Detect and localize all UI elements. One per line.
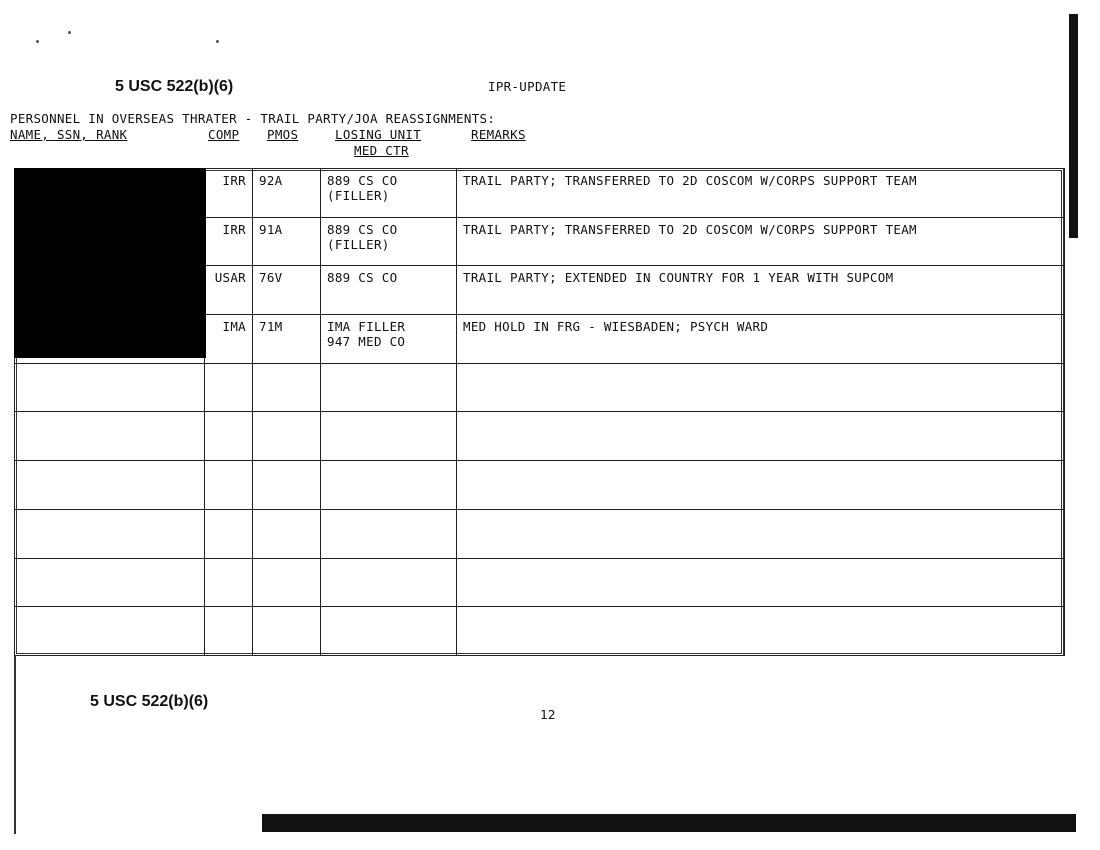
scan-speck: [36, 40, 39, 43]
losing-unit-cell: 889 CS CO (FILLER): [321, 217, 457, 266]
section-title: PERSONNEL IN OVERSEAS THRATER - TRAIL PARTY/JOA REASSIGNMENTS:: [10, 111, 496, 126]
comp-cell: IRR: [205, 217, 253, 266]
pmos-cell: 71M: [253, 315, 321, 364]
losing-unit-cell: 889 CS CO: [321, 266, 457, 315]
col-header-remarks: REMARKS: [471, 127, 526, 142]
table-row-empty: [15, 509, 1065, 558]
scan-bottom-bar: [262, 814, 1076, 832]
table-row-empty: [15, 412, 1065, 461]
comp-cell: USAR: [205, 266, 253, 315]
scan-speck: [216, 40, 219, 43]
col-header-pmos: PMOS: [267, 127, 299, 142]
table-row-empty: [15, 558, 1065, 607]
exemption-stamp-bottom: 5 USC 522(b)(6): [90, 693, 209, 710]
table-row-empty: [15, 363, 1065, 412]
comp-cell: IMA: [205, 315, 253, 364]
comp-cell: IRR: [205, 169, 253, 218]
remarks-cell: MED HOLD IN FRG - WIESBADEN; PSYCH WARD: [457, 315, 1065, 364]
losing-unit-cell: 889 CS CO (FILLER): [321, 169, 457, 218]
pmos-cell: 76V: [253, 266, 321, 315]
pmos-cell: 92A: [253, 169, 321, 218]
scan-edge-line: [14, 656, 16, 834]
scan-speck: [68, 31, 71, 34]
losing-unit-cell: IMA FILLER 947 MED CO: [321, 315, 457, 364]
pmos-cell: 91A: [253, 217, 321, 266]
remarks-cell: TRAIL PARTY; EXTENDED IN COUNTRY FOR 1 YEAR WITH SUPCOM: [457, 266, 1065, 315]
col-header-med-ctr: MED CTR: [354, 143, 409, 158]
table-row-empty: [15, 461, 1065, 510]
redaction-block: [14, 168, 206, 358]
remarks-cell: TRAIL PARTY; TRANSFERRED TO 2D COSCOM W/CORPS SUPPORT TEAM: [457, 217, 1065, 266]
page-number: 12: [540, 707, 556, 722]
table-row-empty: [15, 607, 1065, 656]
col-header-losing-unit: LOSING UNIT: [335, 127, 422, 142]
document-title: IPR-UPDATE: [488, 79, 567, 94]
exemption-stamp-top: 5 USC 522(b)(6): [115, 78, 234, 95]
col-header-comp: COMP: [208, 127, 240, 142]
scan-edge-bar: [1069, 14, 1078, 238]
remarks-cell: TRAIL PARTY; TRANSFERRED TO 2D COSCOM W/CORPS SUPPORT TEAM: [457, 169, 1065, 218]
col-header-name: NAME, SSN, RANK: [10, 127, 128, 142]
